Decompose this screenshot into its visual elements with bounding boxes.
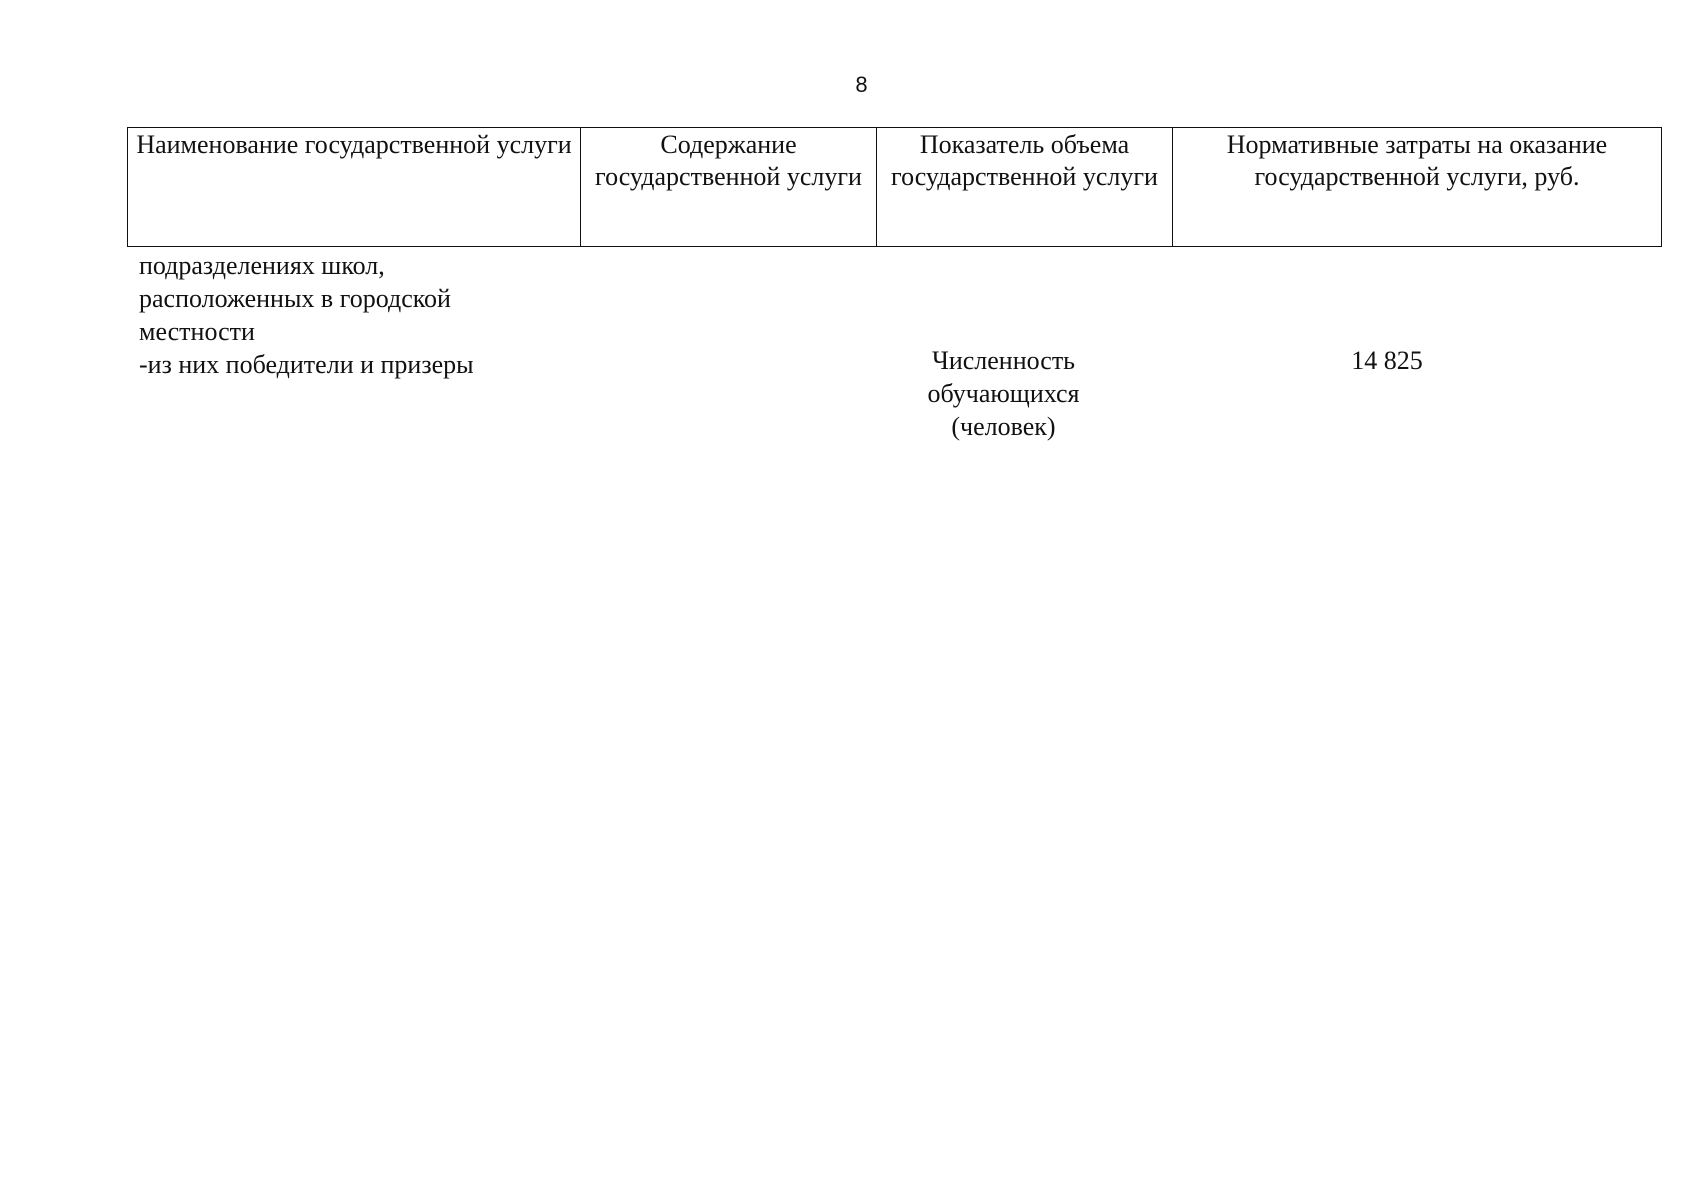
header-volume-indicator: Показатель объема государственной услуги: [877, 128, 1173, 247]
row-volume-indicator: Численность обучающихся (человек): [927, 346, 1080, 441]
table-header-row: [128, 128, 1662, 247]
table-header: [127, 127, 1662, 247]
row-normative-cost: 14 825: [1351, 346, 1423, 375]
row-service-name: подразделениях школ, расположенных в городской местности -из них победители и призеры: [139, 251, 474, 379]
header-service-content: Содержание государственной услуги: [581, 128, 877, 247]
page-number: 8: [855, 72, 868, 97]
header-service-name: Наименование государственной услуги: [128, 128, 581, 247]
header-normative-cost: Нормативные затраты на оказание государственной услуги, руб.: [1173, 128, 1662, 247]
